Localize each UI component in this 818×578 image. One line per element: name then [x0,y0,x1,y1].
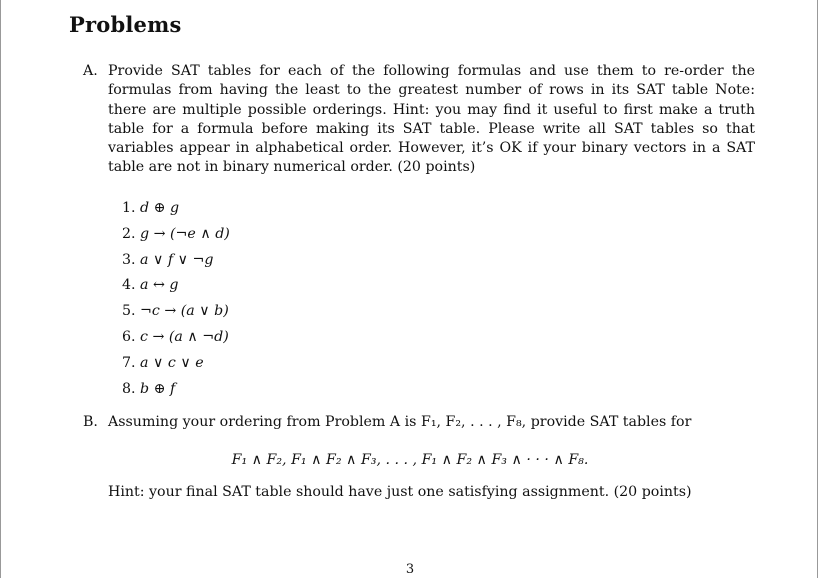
formula-expression: d ⊕ g [140,200,180,216]
problem-a-text: Provide SAT tables for each of the following formulas and use them to re-order the formulas from having the least to the greatest number of rows in its SAT table Note: there are multiple possible orderings. Hint: you may find it useful to first make a truth table for a formula before making its SAT table. Please write all SAT tables so that variables appear in alphabetical order. However, it’s OK if your binary vectors in a SAT table are not in binary numerical order. (20 points) [108,63,755,176]
formula-item [122,377,230,403]
formula-list [122,196,230,402]
formula-expression: c → (a ∧ ¬d) [140,328,229,345]
formula-number: 4. [122,277,136,294]
formula-number: 1. [122,200,136,216]
problem-b [83,413,691,432]
formula-number: 2. [122,225,136,242]
formula-expression: a ↔ g [140,277,179,294]
formula-item [122,351,230,377]
formula-item [122,196,230,222]
formula-item [122,299,230,325]
formula-number: 3. [122,251,136,268]
formula-item [122,222,230,248]
formula-number: 5. [122,303,136,320]
problem-a [83,62,755,178]
formula-expression: a ∨ f ∨ ¬g [140,251,214,268]
section-title: Problems [69,12,182,37]
formula-number: 6. [122,328,136,345]
problem-b-math: F₁ ∧ F₂, F₁ ∧ F₂ ∧ F₃, . . . , F₁ ∧ F₂ ∧ F₃ ∧ · · · ∧ F₈. [231,452,589,468]
problem-b-marker: B. [83,414,98,430]
formula-item [122,248,230,274]
formula-expression: a ∨ c ∨ e [140,354,204,371]
problem-b-text: Assuming your ordering from Problem A is F₁, F₂, . . . , F₈, provide SAT tables for [108,414,692,430]
formula-expression: b ⊕ f [140,380,176,397]
formula-number: 8. [122,380,136,397]
problem-b-hint: Hint: your final SAT table should have just one satisfying assignment. (20 points) [108,484,692,500]
problem-a-marker: A. [83,63,98,79]
page-number: 3 [405,562,415,577]
formula-number: 7. [122,354,136,371]
formula-item [122,273,230,299]
formula-expression: ¬c → (a ∨ b) [140,303,229,320]
formula-item [122,325,230,351]
formula-expression: g → (¬e ∧ d) [140,225,230,242]
